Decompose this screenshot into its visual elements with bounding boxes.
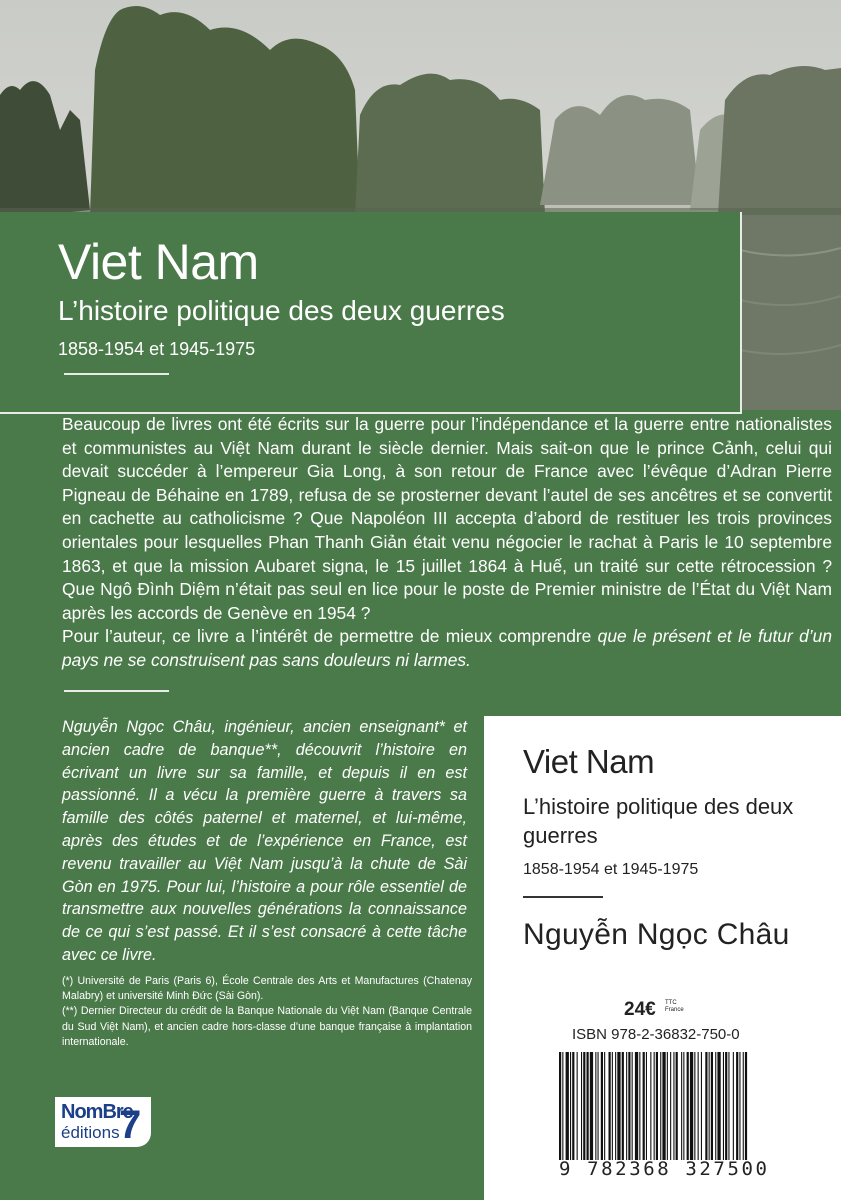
barcode-bar [590,1052,593,1160]
footnotes [62,974,472,1050]
description-paragraph-1: Beaucoup de livres ont été écrits sur la guerre pour l’indépendance et la guerre entre nationalistes et communistes au Việt Nam durant le siècle dernier. Mais sait-on que le prince Cảnh, celui qui devait succéder à l’empereur Gia Long, à son retour de France avec l’évêque d’Adran Pierre Pigneau de Béhaine en 1789, refusa de se prosterner devant l’autel de ses ancêtres et se convertit en cachette au catholicisme ? Que Napoléon III accepta d’abord de restituer les trois provinces orientales pour lesquelles Phan Thanh Giản était venu négocier le rachat à Paris le 10 septembre 1863, et que la mission Aubaret signa, le 15 juillet 1864 à Huế, un traité sur cette rétrocession ? Que Ngô Đình Diệm n’était pas seul en lice pour le poste de Premier ministre de l’État du Việt Nam après les accords de Genève en 1954 ? [62,414,832,623]
price-tax-label [665,1000,684,1013]
divider-top [64,373,169,375]
barcode-bar [673,1052,674,1160]
barcode-bar [733,1052,734,1160]
barcode [559,1052,749,1160]
divider-middle [64,690,169,692]
barcode-bar [628,1052,630,1160]
info-box [484,716,841,1200]
barcode-bar [728,1052,729,1160]
barcode-bar [723,1052,724,1160]
barcode-bar [639,1052,640,1160]
barcode-bar [717,1052,720,1160]
barcode-bar [577,1052,578,1160]
cover-title-block [58,232,505,362]
barcode-bar [711,1052,713,1160]
barcode-bar [670,1052,671,1160]
description-paragraph-2-text: Pour l’auteur, ce livre a l’intérêt de permettre de mieux comprendre [62,626,598,647]
barcode-bar [736,1052,738,1160]
barcode-bar [694,1052,695,1160]
barcode-bar [701,1052,702,1160]
barcode-bar [705,1052,707,1160]
barcode-bar [609,1052,611,1160]
barcode-bar [598,1052,599,1160]
barcode-bar [725,1052,727,1160]
cover-title: Viet Nam [58,234,259,290]
barcode-bar [745,1052,747,1160]
barcode-bar [587,1052,589,1160]
barcode-bar [635,1052,638,1160]
barcode-bar [698,1052,699,1160]
barcode-bar [626,1052,627,1160]
publisher-logo-name: NomBre [61,1101,133,1123]
book-description [62,413,832,673]
barcode-bar [570,1052,571,1160]
price-country: France [665,1006,684,1013]
barcode-bar [739,1052,740,1160]
barcode-bar [617,1052,620,1160]
barcode-bar [583,1052,585,1160]
barcode-bar [632,1052,633,1160]
barcode-bar [656,1052,658,1160]
box-divider [523,896,603,898]
barcode-bar [643,1052,645,1160]
footnote-1: (*) Université de Paris (Paris 6), École Centrale des Arts et Manufactures (Chatenay Malabry) et université Minh Đức (Sài Gòn). [62,975,472,1003]
barcode-bar [566,1052,569,1160]
barcode-bar [709,1052,710,1160]
barcode-bar [559,1052,561,1160]
barcode-bar [581,1052,582,1160]
box-subtitle: L’histoire politique des deux guerres [523,794,794,848]
barcode-bar [650,1052,651,1160]
barcode-bar [622,1052,624,1160]
barcode-bar [612,1052,613,1160]
barcode-bar [660,1052,661,1160]
barcode-bar [572,1052,574,1160]
barcode-bar [676,1052,678,1160]
barcode-bar [615,1052,616,1160]
cover-subtitle: L’histoire politique des deux guerres [58,295,505,326]
barcode-bar [562,1052,563,1160]
barcode-bar [654,1052,655,1160]
barcode-digits: 9 782368 327500 [559,1158,770,1180]
cover-dates: 1858-1954 et 1945-1975 [58,339,256,359]
box-title: Viet Nam [523,743,655,780]
author-bio: Nguyễn Ngọc Châu, ingénieur, ancien enseignant* et ancien cadre de banque**, découvrit l’histoire en écrivant un livre sur sa famille, et depuis il en est passionné. Il a vécu la première guerre à travers sa famille des côtés paternel et maternel, et lui-même, après des études et de l’expérience en France, est revenu travailler au Việt Nam jusqu’à la chute de Sài Gòn en 1975. Pour lui, l’histoire a pour rôle essentiel de transmettre aux nouvelles générations la connaissance de ce qui s’est passé. Et il s’est consacré à cette tâche avec ce livre. [62,718,467,964]
box-dates: 1858-1954 et 1945-1975 [523,861,699,878]
barcode-bar [601,1052,603,1160]
barcode-bar [646,1052,647,1160]
barcode-bar [595,1052,596,1160]
barcode-bar [667,1052,668,1160]
isbn: ISBN 978-2-36832-750-0 [572,1026,740,1043]
barcode-bar [743,1052,744,1160]
barcode-bar [683,1052,684,1160]
barcode-bar [662,1052,665,1160]
description-paragraph-2 [62,625,832,672]
publisher-logo [55,1097,151,1147]
publisher-logo-number: 7 [119,1103,142,1147]
barcode-bar [681,1052,682,1160]
price: 24€ [624,999,656,1020]
publisher-logo-editions: éditions [61,1123,120,1142]
price-ttc: TTC [665,1000,677,1006]
barcode-bar [687,1052,689,1160]
footnote-2: (**) Dernier Directeur du crédit de la Banque Nationale du Việt Nam (Banque Centrale du Sud Việt Nam), et ancien cadre hors-classe d’une banque française à implantation internationale. [62,1005,472,1048]
author-name: Nguyễn Ngọc Châu [523,918,790,951]
barcode-bar [604,1052,605,1160]
description-quote: que le présent et le futur d’un pays ne se construisent pas sans douleurs ni larmes. [62,626,832,670]
barcode-bar [690,1052,693,1160]
barcode-bar [715,1052,716,1160]
